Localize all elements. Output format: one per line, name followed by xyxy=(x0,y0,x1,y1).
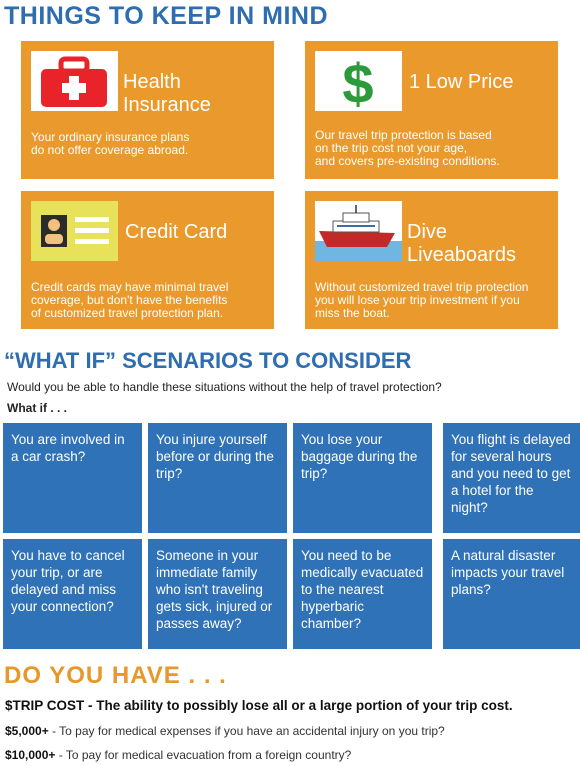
card-dive-liveaboards xyxy=(305,191,558,329)
trip-cost-line xyxy=(5,698,513,713)
line-amount: $TRIP COST xyxy=(5,698,85,713)
scenario-tile: You have to cancel your trip, or are delayed and miss your connection? xyxy=(3,539,142,649)
scenario-tile: Someone in your immediate family who isn't traveling gets sick, injured or passes away? xyxy=(148,539,287,649)
medical-evacuation-line xyxy=(5,748,351,762)
line-text: - To pay for medical evacuation from a foreign country? xyxy=(55,748,352,762)
scenario-tile: You lose your baggage during the trip? xyxy=(293,423,432,533)
card-credit-card xyxy=(21,191,274,329)
scenario-tile: You are involved in a car crash? xyxy=(3,423,142,533)
medical-expense-line xyxy=(5,724,445,738)
scenario-tile: You injure yourself before or during the trip? xyxy=(148,423,287,533)
card-description: Credit cards may have minimal travel coverage, but don't have the benefits of customized travel protection plan. xyxy=(31,280,229,320)
scenario-tile: You need to be medically evacuated to the nearest hyperbaric chamber? xyxy=(293,539,432,649)
what-if-label: What if . . . xyxy=(7,401,67,415)
card-description: Without customized travel trip protection you will lose your trip investment if you miss the boat. xyxy=(315,280,529,320)
page-title: THINGS TO KEEP IN MIND xyxy=(4,2,329,30)
card-title: Dive Liveaboards xyxy=(407,221,516,266)
section-subtitle: Would you be able to handle these situations without the help of travel protection? xyxy=(7,380,442,394)
dollar-sign-icon xyxy=(315,51,402,111)
card-title: Health Insurance xyxy=(123,71,211,116)
scenario-tile: A natural disaster impacts your travel plans? xyxy=(443,539,580,649)
card-description: Our travel trip protection is based on the trip cost not your age, and covers pre-existing conditions. xyxy=(315,128,500,168)
line-text: - The ability to possibly lose all or a large portion of your trip cost. xyxy=(84,698,513,713)
card-health-insurance xyxy=(21,41,274,179)
line-text: - To pay for medical expenses if you have an accidental injury on you trip? xyxy=(48,724,445,738)
scenario-tile: You flight is delayed for several hours and you need to get a hotel for the night? xyxy=(443,423,580,533)
line-amount: $10,000+ xyxy=(5,748,56,762)
card-title: Credit Card xyxy=(125,221,228,243)
section-title-do-you-have: DO YOU HAVE . . . xyxy=(4,662,227,689)
first-aid-kit-icon xyxy=(31,51,118,111)
boat-icon xyxy=(315,201,402,261)
id-card-icon xyxy=(31,201,118,261)
card-description: Your ordinary insurance plans do not offer coverage abroad. xyxy=(31,130,190,157)
card-title: 1 Low Price xyxy=(409,71,514,93)
section-title-what-if: “WHAT IF” SCENARIOS TO CONSIDER xyxy=(4,348,412,373)
svg-text:$: $ xyxy=(342,52,374,111)
line-amount: $5,000+ xyxy=(5,724,49,738)
card-low-price xyxy=(305,41,558,179)
